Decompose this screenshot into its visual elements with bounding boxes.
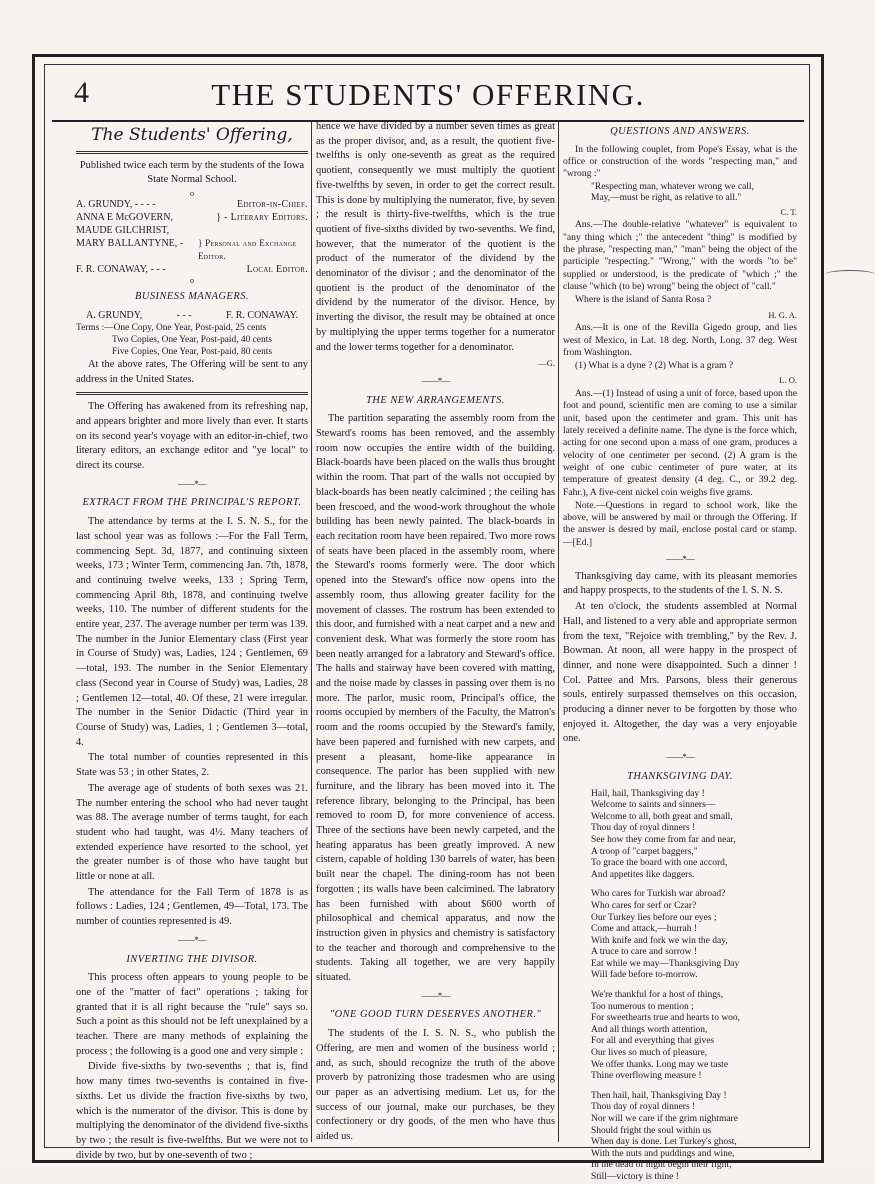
editor-row: A. GRUNDY, - - - - Editor-in-Chief. <box>76 199 308 211</box>
divisor-heading: INVERTING THE DIVISOR. <box>126 953 258 965</box>
section-separator: ——*— <box>666 752 694 763</box>
poem-line: And appetites like daggers. <box>591 869 695 880</box>
poem-line: Nor will we care if the grim nightmare <box>591 1114 738 1124</box>
column-rule-2 <box>558 120 559 1142</box>
column-3 <box>563 120 797 1182</box>
section-separator: ——*— <box>178 478 206 489</box>
answer: Ans.—It is one of the Revilla Gigedo group, and lies west of Mexico, in Lat. 18 deg. North, Long. 37 deg. West from Washington. <box>563 322 797 358</box>
poem-line: And all things worth attention, <box>591 1024 708 1035</box>
poem-stanza <box>563 990 797 1083</box>
rates-note: At the above rates, The Offering will be sent to any address in the United States. <box>76 358 308 385</box>
editor-row: F. R. CONAWAY, - - - Local Editor. <box>76 264 308 276</box>
terms-line: Terms :—One Copy, One Year, Post-paid, 25 cents <box>76 322 267 333</box>
paragraph: The average age of students of both sexes was 21. The number entering the school who had never taught was 88. The average number of terms taught, for each student who had taught, was 4½. Many teachers of extended experience have resorted to the school, yet the greater number is of those who have taught but little or none at all. <box>76 782 308 883</box>
poem-line: Will fade before to-morrow. <box>591 970 698 981</box>
answer: Ans.—The double-relative "whatever" is equivalent to "any thing which ;" the antecedent "thing" is modified by the phrase, "respecting man," "man" being the object of the participle "respecting." "Wrong," with the words "to be" supplied or understood, is the predicate of "which ;" the clause "which (to be) wrong" being the object of "call." <box>563 219 797 292</box>
paragraph: At ten o'clock, the students assembled at Normal Hall, and listened to a very able and appropriate sermon from the text, "Rejoice with trembling," by the Rev. J. Bowman. At noon, all were happy in the prospect of dinner, and none were disappointed. Such a dinner ! Col. Pattee and Mrs. Parsons, bless their generous souls, entirely surpassed themselves on this occasion, producing a dinner never to be forgotten by those who enjoyed it. Altogether, the day was a very enjoyable one. <box>563 601 797 745</box>
poem-line: With knife and fork we win the day, <box>591 935 728 946</box>
answer: Ans.—(1) Instead of using a unit of force, based upon the foot and pound, scientific men are coming to use a similar unit, based upon the centimeter and gram. This unit has lately received a definite name. The dyne is the force which, acting for one second upon a mass of one gram, produces a velocity of one centimeter per second. (2) A gram is the weight of one cubic centimeter of pure water, at its temperature of greatest density (4 deg. C., or 39.2 deg. Fahr.), A five-cent nickel coin weighs five grams. <box>563 388 797 498</box>
poem-stanza <box>563 789 797 882</box>
couplet-line: May,—must be right, as relative to all." <box>591 193 742 204</box>
masthead-rule <box>76 151 308 154</box>
poem-line: Who cares for serf or Czar? <box>591 900 697 911</box>
arrangements-heading: THE NEW ARRANGEMENTS. <box>366 394 505 406</box>
terms-line: Two Copies, One Year, Post-paid, 40 cents <box>112 334 272 345</box>
poem-line: Hail, hail, Thanksgiving day ! <box>591 788 705 799</box>
poem-line: We offer thanks. Long may we taste <box>591 1059 729 1070</box>
poem-line: Welcome to all, both great and small, <box>591 811 733 822</box>
intro-paragraph: The Offering has awakened from its refreshing nap, and appears brighter and more lively than ever. It starts on its second year's voyage with an editor-in-chief, two literary editors, an exchange editor and "ye local" to direct its course. <box>76 401 308 472</box>
signature: —G. <box>538 358 555 369</box>
paragraph: The total number of counties represented in this State was 53 ; in other States, 2. <box>76 752 308 779</box>
poem-line: Still—victory is thine ! <box>591 1171 679 1182</box>
question: In the following couplet, from Pope's Essay, what is the office or construction of the words "respecting man," and "wrong :" <box>563 143 797 180</box>
poem-line: Should fright the soul within us <box>591 1125 712 1136</box>
poem-line: In the dead of night begin their fight, <box>591 1160 732 1171</box>
masthead-rule <box>76 392 308 395</box>
page-header <box>52 72 804 122</box>
business-heading: BUSINESS MANAGERS. <box>134 291 250 303</box>
signature: H. G. A. <box>768 309 797 320</box>
section-separator: ——*— <box>666 554 694 565</box>
poem-heading: THANKSGIVING DAY. <box>627 770 733 782</box>
paragraph: Thanksgiving day came, with its pleasant memories and happy prospects, to the students of the I. S. N. S. <box>563 570 797 597</box>
good-turn-heading: "ONE GOOD TURN DESERVES ANOTHER." <box>329 1009 542 1021</box>
managers-row: A. GRUNDY, - - - F. R. CONAWAY. <box>86 309 298 321</box>
section-separator: ——*— <box>421 375 450 386</box>
poem-line: Come and attack,—hurrah ! <box>591 924 698 935</box>
ornament-o: o <box>190 276 194 286</box>
poem-line: A troop of "carpet baggers," <box>591 846 698 857</box>
paper-title: THE STUDENTS' OFFERING. <box>211 77 645 112</box>
poem-line: Welcome to saints and sinners— <box>591 800 716 811</box>
section-separator: ——*— <box>178 934 206 945</box>
couplet-line: "Respecting man, whatever wrong we call, <box>591 181 754 192</box>
editor-row: MARY BALLANTYNE, - } Personal and Exchange Editor. <box>76 238 297 262</box>
paragraph: Divide five-sixths by two-sevenths ; that is, find how many times two-sevenths is contained in five-sixths. Let us divide the fraction five-sixths by two, which is the numerator of the divisor. This is done by multiplying the denominator of the dividend five-sixths by two ; the result is five-twelfths. But we were not to divide by two, but by one-seventh of two ; <box>76 1061 308 1161</box>
poem-line: Too numerous to mention ; <box>591 1001 694 1012</box>
poem-line: See how they come from far and near, <box>591 834 736 845</box>
poem-line: Thine overflowing measure ! <box>591 1071 702 1082</box>
poem-line: Thou day of royal dinners ! <box>591 823 696 834</box>
poem-line: When day is done. Let Turkey's ghost, <box>591 1137 737 1148</box>
paragraph: The students of the I. S. N. S., who publish the Offering, are men and women of the business world ; and, as such, should recognize the truth of the above proverb by patronizing those tradesmen who are using our paper as an advertising medium. Let us, for the success of our journal, make our purchases, be they confectionery or dry goods, of the men who have thus aided us. <box>316 1028 555 1143</box>
paragraph: This process often appears to young people to be one of the "matter of fact" operations ; taking for granted that it is all right because the "rule" says so. Such a point as this should not be left unexplained by a teacher. There are many methods of explaining the process ; the following is a good one and very simple : <box>76 972 308 1057</box>
page-number: 4 <box>74 76 89 109</box>
masthead-title: The Students' Offering, <box>91 125 293 145</box>
poem-line: Thou day of royal dinners ! <box>591 1102 696 1113</box>
paragraph: The partition separating the assembly room from the Steward's rooms has been removed, and the assembly room now occupies the entire width of the building. Black-boards have been placed on the walls thus brought within the room. That part of the walls not occupied by black-boards has been neatly calcimined ; the ceiling has been frescoed, and the wood-work throughout the whole building has been newly painted. The black-boards in each recitation room have been repaired. Two more rows of seats have been placed in the assembly room, where the Steward's rooms formerly were. The door which opened into the Steward's office now opens into the assembly room, thus allowing greater facility for the movement of classes. The rostrum has been extended to this door, and furnished with a neat carpet and a new and convenient desk. What was formerly the store room has been neatly arranged for a labratory and Steward's office. The halls and stairway have been covered with matting, and the noise made by classes in passing over them is no more. The parlor, music room, Principal's office, the rooms occupied by members of the Faculty, the Matron's room and the rooms occupied by the Steward's family, have been papered and furnished with new carpets, and present a pleasant, home-like appearance in consequence. The parlor has been supplied with new furniture, and the library has been moved into it. The reference library, belonging to the Principal, has been removed to room D, for more convenience of access. Three of the sections have been newly carpeted, and the heating apparatus has been greatly improved. A new cistern, capable of holding 130 barrels of water, has been built near the chapel. The dining-room has not been forgotten ; its walls have been calcimined. The labratory has been furnished with about $600 worth of philosophical and chemical apparatus, and now the instruction given in physics and chemistry is satisfactory to the teacher and thorough and comprehensive to the students. Taking all together, we are very happily situated. <box>316 413 555 984</box>
poem-line: To grace the board with one accord, <box>591 858 728 869</box>
section-separator: ——*— <box>421 990 450 1001</box>
poem-stanza <box>563 889 797 982</box>
signature: L. O. <box>779 375 797 386</box>
poem-line: We're thankful for a host of things, <box>591 990 724 1001</box>
column-2 <box>316 120 555 1143</box>
paragraph: The attendance by terms at the I. S. N. S., for the last school year was as follows :—For the Fall Term, commencing Sept. 3d, 1877, and continuing sixteen weeks, 173 ; Winter Term, commencing Jan. 7th, 1878, and continuing twelve weeks, 133 ; Spring Term, commencing April 8th, 1878, and continuing twelve weeks, 110. The number of different students for the entire year, 237. The average number per term was 139. The number in the Junior Elementary class (First year in Course of Study) was, Ladies, 124 ; Gentlemen, 69—total, 193. The number in the Senior Elementary class (Second year in Course of Study) was, Ladies, 28 ; Gentlemen 12—total, 40. Of these, 21 were irregular. The number in the Senior Didactic (Third year in Course of Study) was, Ladies, 1 ; Gentlemen 3—total, 4. <box>76 516 308 748</box>
poem-line: Our lives so much of pleasure, <box>591 1048 708 1059</box>
signature: C. T. <box>780 206 797 217</box>
paragraph: hence we have divided by a number seven times as great as the proper divisor, and, as a result, the quotient five-twelfths is only one-seventh as great as the required quotient, consequently we must multiply the quotient five-twelfths by seven, in order to get the correct result. This is done by multiplying the numerator, five, by seven ; the result is thirty-five-twelfths, which is the true quotient of five-sixths divided by two-sevenths. We find, however, that the numerator of the quotient is the product of the numerator of the dividend by the denominator of the divisor ; and the denominator of the quotient is the product of the denominator of the dividend by the numerator of the divisor. Hence, by inverting the divisor, the result may be obtained at once by multiplying the upper terms together for a numerator and the lower terms together for a denominator. <box>316 121 555 353</box>
editor-note: Note.—Questions in regard to school work, like the above, will be answered by mail or through the Offering. If the answer is desred by mail, enclose postal card or stamp.—[Ed.] <box>563 499 797 548</box>
poem-line: Then hail, hail, Thanksgiving Day ! <box>591 1090 727 1101</box>
poem-line: Who cares for Turkish war abroad? <box>591 889 726 900</box>
stray-pencil-mark <box>825 270 875 279</box>
poem-line: A truce to care and sorrow ! <box>591 947 698 958</box>
qa-heading: QUESTIONS AND ANSWERS. <box>610 126 750 137</box>
poem-line: With the nuts and puddings and wine, <box>591 1148 735 1159</box>
poem-line: Our Turkey lies before our eyes ; <box>591 912 717 923</box>
column-rule-1 <box>311 120 312 1142</box>
poem <box>563 789 797 1184</box>
principal-report-heading: EXTRACT FROM THE PRINCIPAL'S REPORT. <box>82 497 302 509</box>
poem-line: Eat while we may—Thanksgiving Day <box>591 958 740 969</box>
ornament-o: o <box>190 189 194 199</box>
published-note: Published twice each term by the students of the Iowa State Normal School. <box>79 159 305 186</box>
question: (1) What is a dyne ? (2) What is a gram ? <box>575 360 734 372</box>
paragraph: The attendance for the Fall Term of 1878 is as follows : Ladies, 124 ; Gentlemen, 49—Total, 173. The number of counties represented is 49. <box>76 886 308 928</box>
poem-line: For sweethearts true and hearts to woo, <box>591 1013 741 1024</box>
question: Where is the island of Santa Rosa ? <box>575 294 712 306</box>
poem-line: For all and everything that gives <box>591 1036 715 1047</box>
editor-row: ANNA E McGOVERN, MAUDE GILCHRIST, } - Literary Editors. <box>76 212 308 237</box>
column-1 <box>76 120 308 1161</box>
terms-line: Five Copies, One Year, Post-paid, 80 cents <box>112 346 273 357</box>
poem-stanza <box>563 1091 797 1184</box>
